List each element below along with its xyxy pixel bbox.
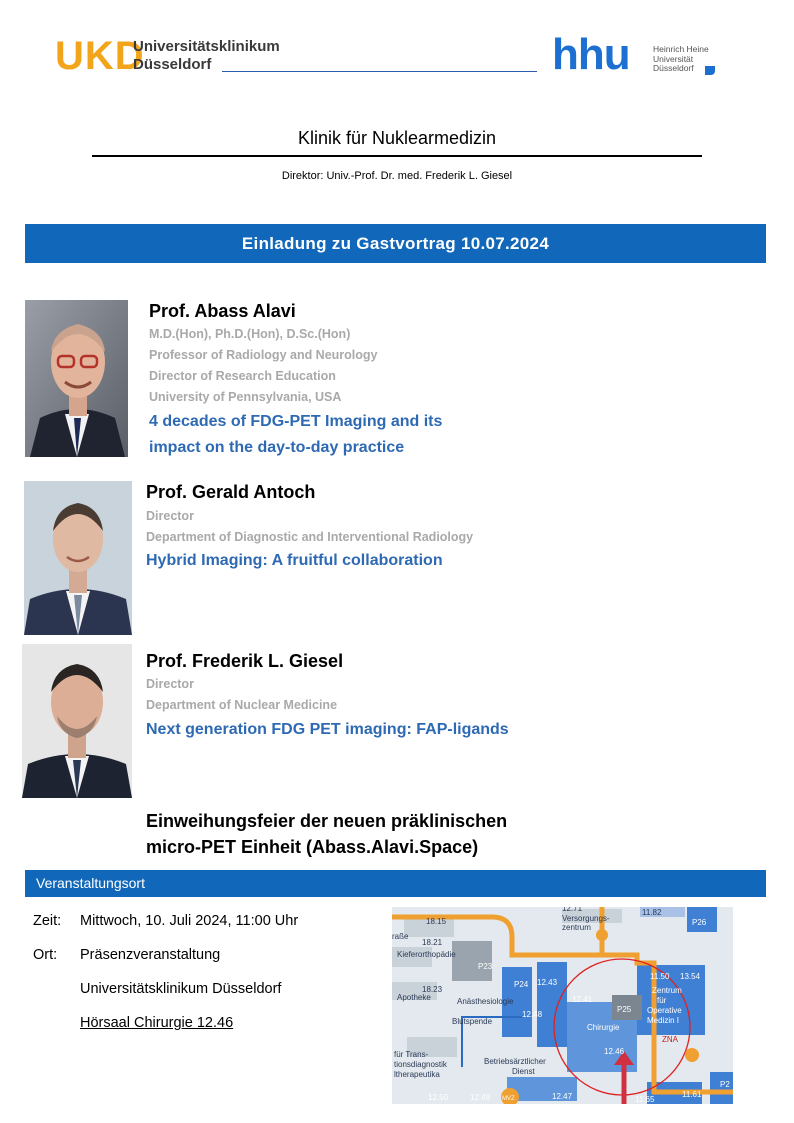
speaker-affil-alavi-4: University of Pennsylvania, USA	[149, 390, 342, 404]
speaker-affil-alavi-2: Professor of Radiology and Neurology	[149, 348, 378, 362]
map-label-11-61: 11.61	[682, 1090, 702, 1099]
map-label-trans-2: tionsdiagnostik	[394, 1060, 447, 1069]
speaker-name-antoch: Prof. Gerald Antoch	[146, 482, 316, 502]
map-label-12-43: 12.43	[537, 978, 558, 987]
map-label-fuer: für	[657, 996, 667, 1005]
campus-map	[392, 907, 733, 1104]
map-label-trans-1: für Trans-	[394, 1050, 429, 1059]
event-title-line-1: Einweihungsfeier der neuen präklinischen	[146, 811, 508, 831]
event-title-line-2: micro-PET Einheit (Abass.Alavi.Space)	[146, 837, 479, 857]
speaker-name-alavi: Prof. Abass Alavi	[149, 301, 296, 321]
talk-title-antoch: Hybrid Imaging: A fruitful collaboration	[146, 552, 443, 569]
map-label-11-65: 11.65	[635, 1095, 655, 1104]
clinic-title: Klinik für Nuklearmedizin	[297, 128, 497, 148]
map-label-p24: P24	[514, 980, 529, 989]
map-label-medizin: Medizin I	[647, 1016, 680, 1025]
event-title	[146, 808, 507, 860]
map-label-12-48: 12.48	[522, 1010, 543, 1019]
map-label-p26: P26	[692, 918, 707, 927]
invitation-banner-text: Einladung zu Gastvortrag 10.07.2024	[241, 234, 550, 253]
ukd-logo: UKD	[55, 34, 145, 78]
map-label-18-15: 18.15	[426, 917, 447, 926]
map-label-11-82: 11.82	[642, 908, 662, 917]
speaker-affil-giesel-2: Department of Nuclear Medicine	[146, 698, 338, 712]
map-label-versorgung-2: zentrum	[562, 923, 591, 932]
portrait-icon	[22, 644, 132, 798]
hhu-logo: hhu	[552, 30, 630, 79]
speaker-photo-alavi	[25, 300, 128, 457]
talk-title-giesel: Next generation FDG PET imaging: FAP-ligands	[146, 721, 509, 738]
speaker-photo-giesel	[22, 644, 132, 798]
talk-title-alavi-1: 4 decades of FDG-PET Imaging and its	[149, 413, 443, 430]
map-label-12-50: 12.50	[428, 1093, 449, 1102]
map-label-zentrum: Zentrum	[652, 986, 682, 995]
map-label-chirurgie: Chirurgie	[587, 1023, 620, 1032]
map-label-13-54: 13.54	[680, 972, 701, 981]
map-label-kiefer: Kieferorthopädie	[397, 950, 456, 959]
map-label-12-46: 12.46	[604, 1047, 625, 1056]
ukd-logo-text	[133, 38, 280, 74]
hhu-logo-dot	[705, 66, 715, 75]
time-value: Mittwoch, 10. Juli 2024, 11:00 Uhr	[80, 913, 299, 929]
map-label-p25: P25	[617, 1005, 632, 1014]
hhu-logo-text	[653, 45, 709, 74]
place-label: Ort:	[33, 947, 58, 963]
map-label-zna: ZNA	[662, 1035, 678, 1044]
speaker-name-giesel: Prof. Frederik L. Giesel	[146, 651, 344, 671]
speaker-affil-giesel-1: Director	[146, 677, 194, 691]
ukd-line-1: Universitätsklinikum	[133, 38, 280, 55]
ukd-line-2: Düsseldorf	[133, 56, 212, 73]
venue-bar-label: Veranstaltungsort	[36, 875, 145, 891]
place-line-3: Hörsaal Chirurgie 12.46	[80, 1015, 234, 1031]
map-label-trans-3: ltherapeutika	[394, 1070, 440, 1079]
place-line-2: Universitätsklinikum Düsseldorf	[80, 981, 282, 997]
hhu-line-3: Düsseldorf	[653, 63, 694, 73]
map-label-p2: P2	[720, 1080, 730, 1089]
map-label-strasse: raße	[392, 932, 409, 941]
clinic-title-rule	[92, 155, 702, 157]
talk-title-alavi-2: impact on the day-to-day practice	[149, 439, 405, 456]
invitation-banner	[25, 224, 766, 263]
map-label-p23: P23	[478, 962, 493, 971]
hhu-line-1: Heinrich Heine	[653, 44, 709, 54]
map-label-12-47: 12.47	[552, 1092, 573, 1101]
clinic-director: Direktor: Univ.-Prof. Dr. med. Frederik L. Giesel	[281, 170, 513, 182]
speaker-affil-antoch-2: Department of Diagnostic and Interventional Radiology	[146, 530, 474, 544]
map-label-apotheke: Apotheke	[397, 993, 431, 1002]
venue-bar	[25, 870, 766, 897]
map-label-18-21: 18.21	[422, 938, 443, 947]
map-label-12-71: 12.71	[562, 907, 583, 913]
campus-map-image	[392, 907, 733, 1104]
map-label-11-50: 11.50	[650, 972, 670, 981]
map-label-mvz: MVZ	[502, 1096, 515, 1102]
map-label-blutspende: Blutspende	[452, 1017, 493, 1026]
speaker-affil-alavi-1: M.D.(Hon), Ph.D.(Hon), D.Sc.(Hon)	[149, 327, 351, 341]
map-label-12-41: 12.41	[572, 995, 593, 1004]
portrait-icon	[25, 300, 128, 457]
map-label-12-49: 12.49	[470, 1093, 491, 1102]
map-label-anaesthesiologie: Anästhesiologie	[457, 997, 514, 1006]
place-line-1: Präsenzveranstaltung	[80, 947, 221, 963]
header-divider	[222, 71, 537, 72]
map-label-betrieb-1: Betriebsärztlicher	[484, 1057, 546, 1066]
portrait-icon	[24, 481, 132, 635]
speaker-photo-antoch	[24, 481, 132, 635]
map-label-18-23: 18.23	[422, 985, 443, 994]
map-label-versorgung-1: Versorgungs-	[562, 914, 610, 923]
map-label-operative: Operative	[647, 1006, 682, 1015]
speaker-affil-alavi-3: Director of Research Education	[149, 369, 336, 383]
speaker-affil-antoch-1: Director	[146, 509, 194, 523]
time-label: Zeit:	[33, 913, 62, 929]
map-label-betrieb-2: Dienst	[512, 1067, 535, 1076]
hhu-line-2: Universität	[653, 53, 694, 64]
